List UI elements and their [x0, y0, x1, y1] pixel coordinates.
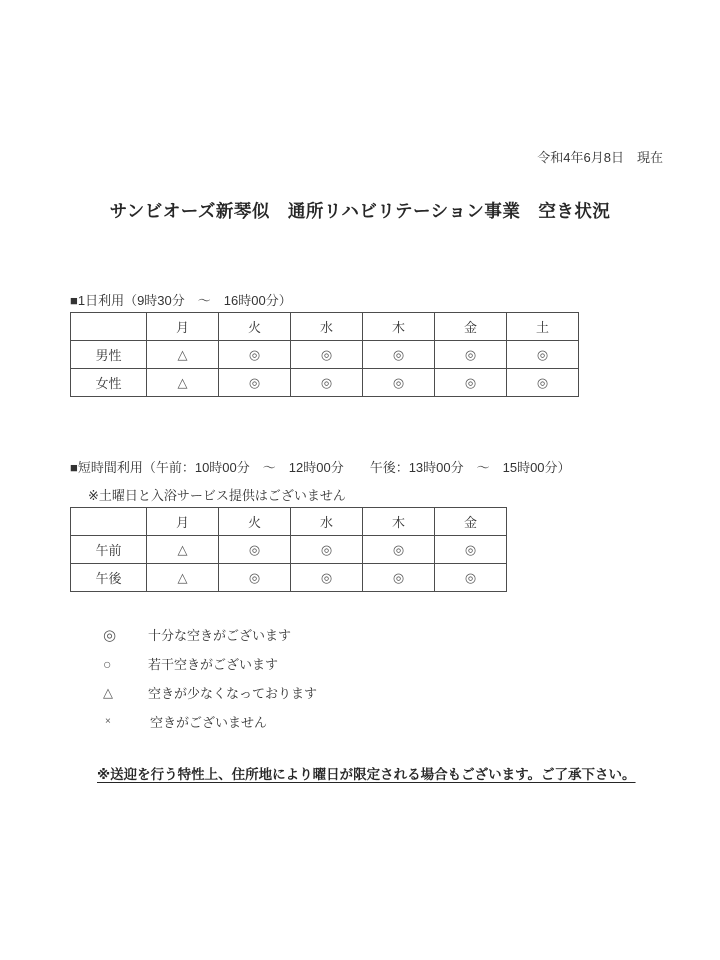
availability-cell: ◎ [363, 341, 435, 369]
availability-cell: ◎ [435, 341, 507, 369]
day-header-cell: 木 [363, 313, 435, 341]
table-header-row [71, 508, 507, 536]
availability-cell: ◎ [363, 536, 435, 564]
row-label-cell: 女性 [71, 369, 147, 397]
availability-cell: ◎ [435, 536, 507, 564]
full-day-availability-table [70, 312, 579, 397]
legend-label: 若干空きがございます [148, 657, 279, 672]
availability-cell: ◎ [291, 369, 363, 397]
legend-item [103, 620, 317, 649]
transport-day-restriction-note: ※送迎を行う特性上、住所地により曜日が限定される場合もございます。ご了承下さい。 [97, 767, 636, 782]
availability-legend [103, 620, 317, 736]
table-row-male [71, 341, 579, 369]
availability-cell: ◎ [507, 341, 579, 369]
section-short-time-heading: ■短時間利用（午前：10時00分 ～ 12時00分 午後：13時00分 ～ 15時00分） [70, 460, 571, 475]
availability-cell: ◎ [435, 564, 507, 592]
legend-item [103, 649, 317, 678]
row-label-cell: 男性 [71, 341, 147, 369]
day-header-cell: 水 [291, 313, 363, 341]
legend-label: 十分な空きがございます [148, 628, 292, 643]
day-header-cell: 水 [291, 508, 363, 536]
corner-cell [71, 508, 147, 536]
row-label-cell: 午後 [71, 564, 147, 592]
table-row-afternoon [71, 564, 507, 592]
availability-cell: ◎ [435, 369, 507, 397]
day-header-cell: 月 [147, 313, 219, 341]
page-title: サンビオーズ新琴似 通所リハビリテーション事業 空き状況 [109, 201, 611, 221]
day-header-cell: 金 [435, 313, 507, 341]
legend-item [103, 707, 317, 736]
availability-cell: ◎ [291, 536, 363, 564]
table-row-morning [71, 536, 507, 564]
table-header-row [71, 313, 579, 341]
availability-cell: ◎ [219, 341, 291, 369]
legend-label: 空きが少なくなっております [148, 686, 318, 701]
availability-cell: ◎ [291, 341, 363, 369]
section-full-day-heading: ■1日利用（9時30分 ～ 16時00分） [70, 293, 292, 308]
availability-cell: △ [147, 564, 219, 592]
availability-cell: ◎ [507, 369, 579, 397]
availability-cell: ◎ [219, 369, 291, 397]
availability-cell: ◎ [363, 564, 435, 592]
legend-item [103, 678, 317, 707]
day-header-cell: 火 [219, 508, 291, 536]
availability-cell: ◎ [291, 564, 363, 592]
short-time-availability-table [70, 507, 507, 592]
row-label-cell: 午前 [71, 536, 147, 564]
legend-label: 空きがございません [150, 715, 268, 730]
table-row-female [71, 369, 579, 397]
day-header-cell: 火 [219, 313, 291, 341]
availability-cell: ◎ [363, 369, 435, 397]
availability-cell: △ [147, 341, 219, 369]
corner-cell [71, 313, 147, 341]
day-header-cell: 月 [147, 508, 219, 536]
legend-symbol-circle: ○ [103, 655, 112, 672]
legend-symbol-double-circle: ◎ [103, 626, 117, 644]
legend-symbol-cross: × [105, 716, 111, 727]
date-label: 令和4年6月8日 現在 [537, 150, 663, 165]
availability-cell: ◎ [219, 564, 291, 592]
availability-cell: △ [147, 369, 219, 397]
day-header-cell: 土 [507, 313, 579, 341]
day-header-cell: 金 [435, 508, 507, 536]
availability-cell: ◎ [219, 536, 291, 564]
availability-cell: △ [147, 536, 219, 564]
day-header-cell: 木 [363, 508, 435, 536]
legend-symbol-triangle: △ [103, 684, 113, 700]
saturday-bath-note: ※土曜日と入浴サービス提供はございません [88, 488, 346, 503]
